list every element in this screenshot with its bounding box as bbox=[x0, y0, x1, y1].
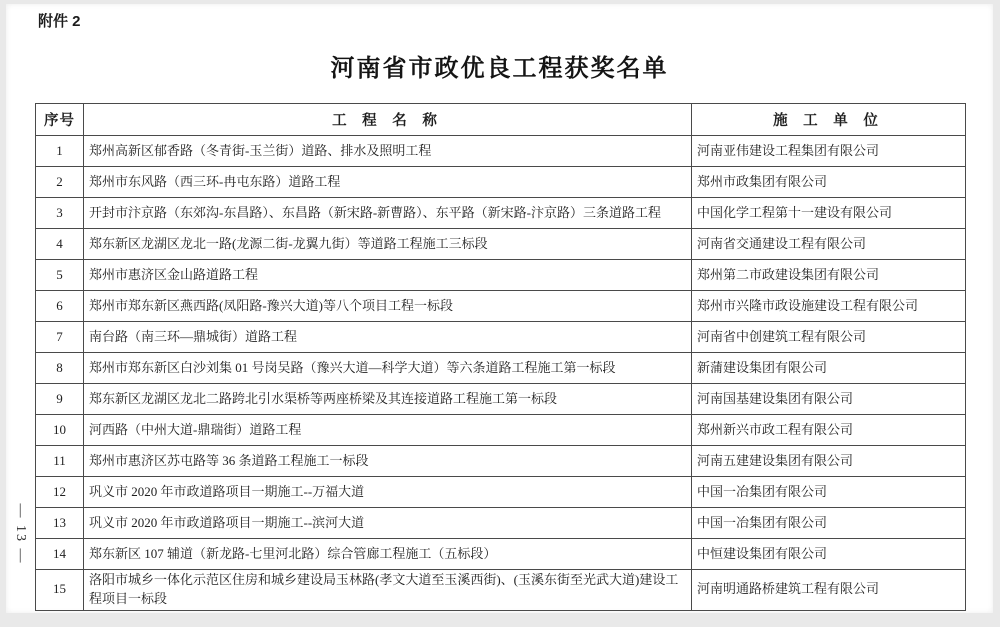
page-number: — 13 — bbox=[13, 503, 28, 565]
project-name: 郑东新区龙湖区龙北一路(龙源二街-龙翼九街）等道路工程施工三标段 bbox=[84, 229, 692, 260]
contractor-name: 河南省中创建筑工程有限公司 bbox=[692, 322, 966, 353]
table-row bbox=[36, 446, 966, 477]
table-row bbox=[36, 322, 966, 353]
project-name: 郑州市郑东新区燕西路(凤阳路-豫兴大道)等八个项目工程一标段 bbox=[84, 291, 692, 322]
page-background bbox=[6, 4, 993, 613]
table-row bbox=[36, 136, 966, 167]
row-index: 4 bbox=[36, 229, 84, 260]
row-index: 8 bbox=[36, 353, 84, 384]
table-row bbox=[36, 415, 966, 446]
contractor-name: 河南国基建设集团有限公司 bbox=[692, 384, 966, 415]
table-row bbox=[36, 539, 966, 570]
project-name: 郑州市惠济区金山路道路工程 bbox=[84, 260, 692, 291]
contractor-name: 河南明通路桥建筑工程有限公司 bbox=[692, 570, 966, 611]
project-name: 河西路（中州大道-鼎瑞街）道路工程 bbox=[84, 415, 692, 446]
project-name: 郑州市惠济区苏屯路等 36 条道路工程施工一标段 bbox=[84, 446, 692, 477]
project-name: 郑州市东风路（西三环-冉屯东路）道路工程 bbox=[84, 167, 692, 198]
column-header-index: 序号 bbox=[36, 104, 84, 136]
table-row bbox=[36, 260, 966, 291]
contractor-name: 中国一冶集团有限公司 bbox=[692, 508, 966, 539]
project-name: 巩义市 2020 年市政道路项目一期施工--万福大道 bbox=[84, 477, 692, 508]
contractor-name: 中恒建设集团有限公司 bbox=[692, 539, 966, 570]
row-index: 13 bbox=[36, 508, 84, 539]
project-name: 郑东新区 107 辅道（新龙路-七里河北路）综合管廊工程施工（五标段） bbox=[84, 539, 692, 570]
row-index: 15 bbox=[36, 570, 84, 611]
table-body bbox=[36, 136, 966, 611]
project-name: 洛阳市城乡一体化示范区住房和城乡建设局玉林路(孝文大道至玉溪西街)、(玉溪东街至光武大道)建设工程项目一标段 bbox=[84, 570, 692, 611]
contractor-name: 河南亚伟建设工程集团有限公司 bbox=[692, 136, 966, 167]
row-index: 7 bbox=[36, 322, 84, 353]
row-index: 6 bbox=[36, 291, 84, 322]
table-row bbox=[36, 570, 966, 611]
column-header-project: 工 程 名 称 bbox=[84, 104, 692, 136]
project-name: 开封市汴京路（东郊沟-东昌路）、东昌路（新宋路-新曹路）、东平路（新宋路-汴京路）三条道路工程 bbox=[84, 198, 692, 229]
row-index: 2 bbox=[36, 167, 84, 198]
contractor-name: 郑州市政集团有限公司 bbox=[692, 167, 966, 198]
row-index: 12 bbox=[36, 477, 84, 508]
contractor-name: 中国化学工程第十一建设有限公司 bbox=[692, 198, 966, 229]
project-name: 郑州高新区郁香路（冬青街-玉兰街）道路、排水及照明工程 bbox=[84, 136, 692, 167]
row-index: 14 bbox=[36, 539, 84, 570]
awards-table bbox=[35, 103, 966, 611]
contractor-name: 郑州新兴市政工程有限公司 bbox=[692, 415, 966, 446]
contractor-name: 中国一冶集团有限公司 bbox=[692, 477, 966, 508]
contractor-name: 新蒲建设集团有限公司 bbox=[692, 353, 966, 384]
row-index: 9 bbox=[36, 384, 84, 415]
contractor-name: 郑州市兴隆市政设施建设工程有限公司 bbox=[692, 291, 966, 322]
attachment-label: 附件 2 bbox=[38, 13, 81, 30]
page-title: 河南省市政优良工程获奖名单 bbox=[330, 55, 669, 82]
table-row bbox=[36, 291, 966, 322]
table-row bbox=[36, 229, 966, 260]
project-name: 巩义市 2020 年市政道路项目一期施工--滨河大道 bbox=[84, 508, 692, 539]
project-name: 郑东新区龙湖区龙北二路跨北引水渠桥等两座桥梁及其连接道路工程施工第一标段 bbox=[84, 384, 692, 415]
row-index: 1 bbox=[36, 136, 84, 167]
table-row bbox=[36, 198, 966, 229]
table-row bbox=[36, 477, 966, 508]
row-index: 3 bbox=[36, 198, 84, 229]
contractor-name: 河南五建建设集团有限公司 bbox=[692, 446, 966, 477]
project-name: 南台路（南三环—鼎城街）道路工程 bbox=[84, 322, 692, 353]
table-row bbox=[36, 353, 966, 384]
row-index: 5 bbox=[36, 260, 84, 291]
project-name: 郑州市郑东新区白沙刘集 01 号岗吴路（豫兴大道—科学大道）等六条道路工程施工第一标段 bbox=[84, 353, 692, 384]
table-row bbox=[36, 384, 966, 415]
row-index: 11 bbox=[36, 446, 84, 477]
contractor-name: 河南省交通建设工程有限公司 bbox=[692, 229, 966, 260]
column-header-contractor: 施 工 单 位 bbox=[692, 104, 966, 136]
table-row bbox=[36, 167, 966, 198]
table-row bbox=[36, 508, 966, 539]
contractor-name: 郑州第二市政建设集团有限公司 bbox=[692, 260, 966, 291]
table-header-row bbox=[36, 104, 966, 136]
row-index: 10 bbox=[36, 415, 84, 446]
